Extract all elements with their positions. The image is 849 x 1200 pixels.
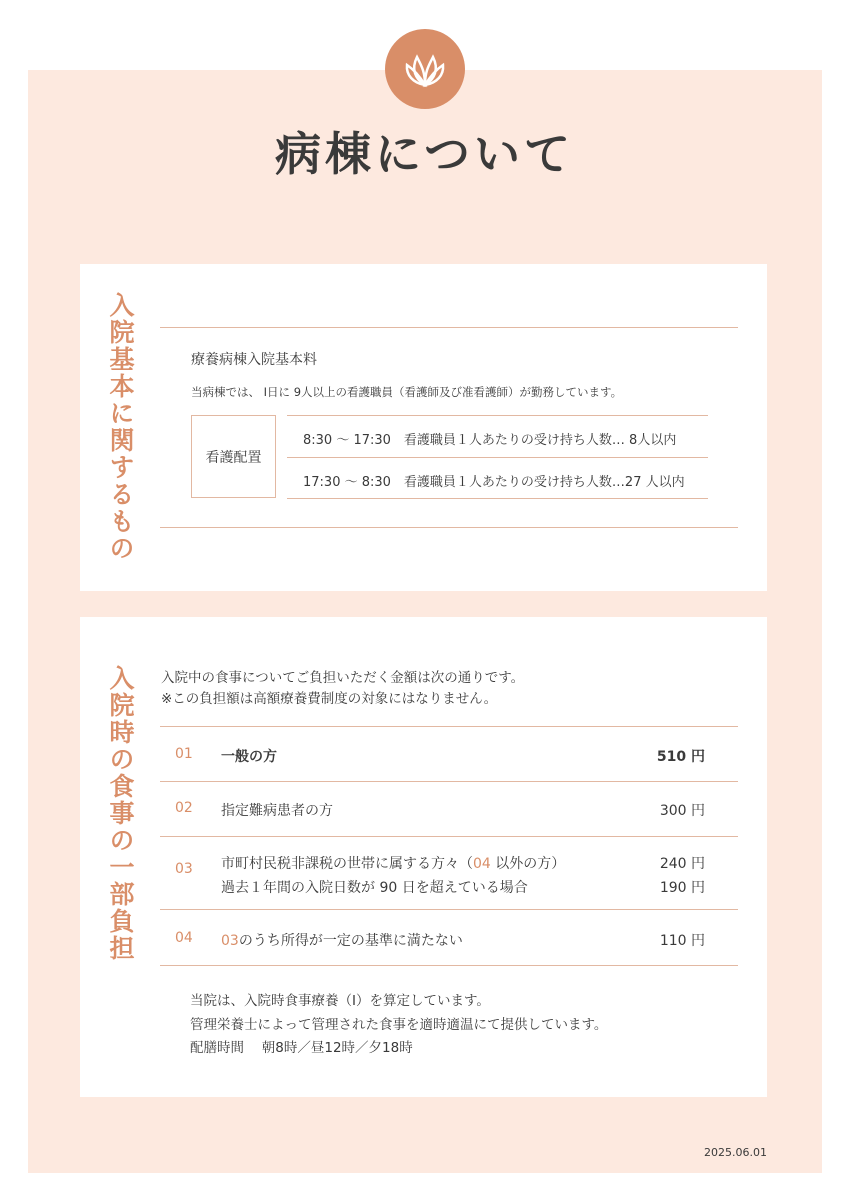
item-label: 一般の方 — [221, 749, 277, 765]
item-label-2: 過去１年間の入院日数が 90 日を超えている場合 — [221, 880, 528, 896]
divider — [160, 781, 738, 782]
meal-cost-card — [80, 617, 767, 1097]
staff-label: 看護配置 — [191, 415, 276, 498]
lotus-icon — [403, 49, 447, 89]
item-price: 510 円 — [656, 749, 705, 765]
item-price: 300 円 — [659, 803, 705, 819]
divider — [160, 726, 738, 727]
item-price-2: 190 円 — [659, 880, 705, 896]
section2-title: 入院時の食事の一部負担 — [106, 665, 135, 962]
divider — [287, 457, 708, 458]
item-number: 02 — [175, 800, 193, 816]
divider — [160, 327, 738, 328]
note-1: 当院は、入院時食事療養（I）を算定しています。 — [190, 993, 490, 1009]
section2-intro-1: 入院中の食事についてご負担いただく金額は次の通りです。 — [161, 670, 525, 686]
staff-row-day: 8:30 〜 17:30 看護職員１人あたりの受け持ち人数… 8人以内 — [303, 433, 677, 448]
section1-title: 入院基本に関するもの — [106, 292, 135, 562]
divider — [160, 836, 738, 837]
item-label: 市町村民税非課税の世帯に属する方々（04 以外の方） — [221, 856, 566, 872]
item-price: 240 円 — [659, 856, 705, 872]
item-number: 03 — [175, 861, 193, 877]
divider — [160, 909, 738, 910]
divider — [160, 527, 738, 528]
item-number: 04 — [175, 930, 193, 946]
issue-date: 2025.06.01 — [704, 1146, 767, 1159]
note-2: 管理栄養士によって管理された食事を適時適温にて提供しています。 — [190, 1017, 608, 1033]
page-title: 病棟について — [274, 127, 575, 181]
section2-intro-2: ※この負担額は高額療養費制度の対象にはなりません。 — [161, 691, 498, 707]
staff-row-night: 17:30 〜 8:30 看護職員１人あたりの受け持ち人数…27 人以内 — [303, 475, 685, 490]
note-3: 配膳時間 朝8時／昼12時／夕18時 — [190, 1040, 413, 1056]
item-label: 指定難病患者の方 — [221, 803, 333, 819]
divider — [160, 965, 738, 966]
divider — [287, 415, 708, 416]
logo — [385, 29, 465, 109]
item-price: 110 円 — [659, 933, 705, 949]
section1-description: 当病棟では、 I日に 9人以上の看護職員（看護師及び准看護師）が勤務しています。 — [191, 385, 623, 399]
item-number: 01 — [175, 746, 193, 762]
inpatient-basic-card — [80, 264, 767, 591]
divider — [287, 498, 708, 499]
item-label: 03のうち所得が一定の基準に満たない — [221, 933, 463, 949]
section1-subtitle: 療養病棟入院基本料 — [191, 352, 317, 368]
